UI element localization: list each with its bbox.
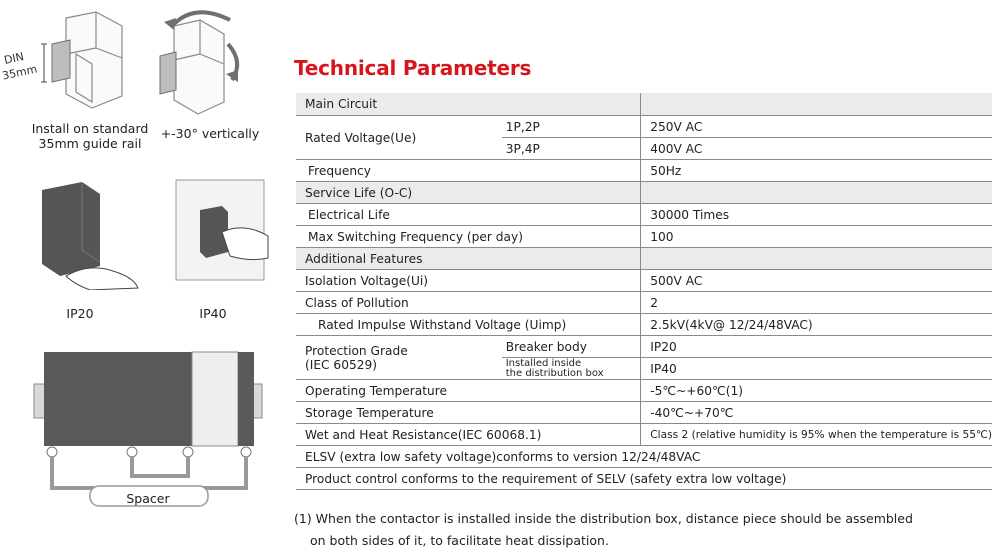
table-row	[296, 160, 992, 182]
spacer-label: Spacer	[126, 491, 170, 506]
wet-heat-value: Class 2 (relative humidity is 95% when the temperature is 55℃)	[641, 424, 992, 446]
table-row	[296, 248, 992, 270]
table-row	[296, 226, 992, 248]
main-circuit-label: Main Circuit	[296, 93, 641, 116]
wet-heat-label: Wet and Heat Resistance(IEC 60068.1)	[296, 424, 641, 446]
page-title: Technical Parameters	[294, 56, 532, 80]
storage-temp-label: Storage Temperature	[296, 402, 641, 424]
footnote	[294, 508, 913, 552]
impulse-value: 2.5kV(4kV@ 12/24/48VAC)	[641, 314, 992, 336]
max-switching-value: 100	[641, 226, 992, 248]
din-size-label: 35mm	[1, 62, 39, 83]
breaker-body-label: Breaker body	[502, 336, 641, 358]
table-row	[296, 402, 992, 424]
protection-grade-line1: Protection Grade	[305, 343, 408, 358]
installed-inside-line1: Installed inside	[505, 357, 582, 369]
electrical-life-label: Electrical Life	[296, 204, 641, 226]
ip40-caption: IP40	[199, 306, 227, 321]
max-switching-label: Max Switching Frequency (per day)	[296, 226, 641, 248]
install-caption-line2: 35mm guide rail	[38, 136, 142, 151]
table-row	[296, 424, 992, 446]
empty-cell	[641, 93, 992, 116]
install-caption	[20, 121, 160, 151]
elsv-row: ELSV (extra low safety voltage)conforms to version 12/24/48VAC	[296, 446, 992, 468]
empty-cell	[641, 182, 992, 204]
technical-parameters-table	[296, 93, 992, 490]
pollution-value: 2	[641, 292, 992, 314]
table-row	[296, 182, 992, 204]
installed-inside-line2: the distribution box	[505, 367, 604, 379]
frequency-label: Frequency	[296, 160, 641, 182]
pollution-label: Class of Pollution	[296, 292, 641, 314]
footnote-line1: (1) When the contactor is installed inside the distribution box, distance piece should be assembled	[294, 511, 913, 526]
ip40-drawing	[170, 176, 280, 286]
rated-voltage-label: Rated Voltage(Ue)	[296, 116, 502, 160]
breaker-body-value: IP20	[641, 336, 992, 358]
install-caption-line1: Install on standard	[31, 121, 149, 136]
rated-voltage-value: 250V AC	[641, 116, 992, 138]
table-row	[296, 446, 992, 468]
service-life-label: Service Life (O-C)	[296, 182, 641, 204]
table-row	[296, 314, 992, 336]
empty-cell	[641, 248, 992, 270]
impulse-label: Rated Impulse Withstand Voltage (Uimp)	[296, 314, 641, 336]
operating-temp-value: -5℃~+60℃(1)	[641, 380, 992, 402]
isolation-voltage-label: Isolation Voltage(Ui)	[296, 270, 641, 292]
ip20-drawing	[30, 180, 140, 290]
ip20-caption: IP20	[66, 306, 94, 321]
isolation-voltage-value: 500V AC	[641, 270, 992, 292]
rated-voltage-value: 400V AC	[641, 138, 992, 160]
installed-inside-label	[502, 358, 641, 380]
electrical-life-value: 30000 Times	[641, 204, 992, 226]
table-row	[296, 336, 992, 358]
frequency-value: 50Hz	[641, 160, 992, 182]
table-row	[296, 270, 992, 292]
operating-temp-label: Operating Temperature	[296, 380, 641, 402]
rotation-drawing	[148, 10, 248, 120]
poles-label: 1P,2P	[502, 116, 641, 138]
protection-grade-label	[296, 336, 502, 380]
protection-grade-line2: (IEC 60529)	[305, 357, 377, 372]
additional-features-label: Additional Features	[296, 248, 641, 270]
table-row	[296, 380, 992, 402]
poles-label: 3P,4P	[502, 138, 641, 160]
din-label: DIN	[2, 50, 26, 67]
rotate-caption: +-30° vertically	[160, 126, 260, 141]
table-row	[296, 468, 992, 490]
table-row	[296, 204, 992, 226]
installed-inside-value: IP40	[641, 358, 992, 380]
spacer-assembly-drawing	[28, 346, 268, 510]
selv-row: Product control conforms to the requirement of SELV (safety extra low voltage)	[296, 468, 992, 490]
footnote-line2: on both sides of it, to facilitate heat dissipation.	[310, 533, 609, 548]
table-row	[296, 292, 992, 314]
table-row	[296, 93, 992, 116]
table-row	[296, 116, 992, 138]
storage-temp-value: -40℃~+70℃	[641, 402, 992, 424]
